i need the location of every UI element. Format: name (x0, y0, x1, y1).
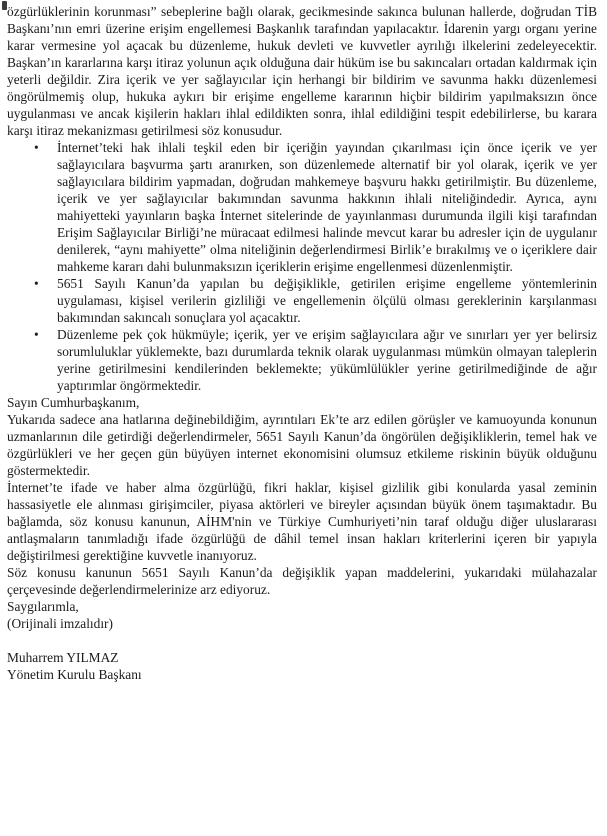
signatory-name: Muharrem YILMAZ (7, 650, 119, 665)
bullet-icon: • (34, 140, 39, 155)
bullet-text-1: İnternet’teki hak ihlali teşkil eden bir içeriğin yayından çıkarılması için önce içerik ve yer sağlayıcılara başvurma şartı aranırken, son düzenlemede alternatif bir yol olarak, içerik ve yer sağlayıcılara bildirim yapmadan, doğrudan mahkemeye başvuru hakkı getirilmiştir. Bu düzenleme, içerik ve yer sağlayıcılar bakımından savunma hakkının ihlali niteliğindedir. Ayrıca, aynı mahiyetteki yayınların başka İnternet sitelerinde de yayınlanması durumunda ilgili kişi tarafından Erişim Sağlayıcılar Birliği’ne müracaat edilmesi halinde mevcut karar bu adresler için de uygulanır denilerek, “aynı mahiyette” olma niteliğinin değerlendirmesi Birlik’e bırakılmış ve o içeriklere dair mahkeme kararı dahi bulunmaksızın içeriklerin erişime engellenmesi düzenlenmiştir. (57, 140, 597, 274)
bullet-icon: • (34, 327, 39, 342)
signature-note: (Orijinali imzalıdır) (7, 616, 113, 631)
letter-body (7, 3, 597, 683)
bullet-item-1 (7, 139, 597, 275)
bullet-text-3: Düzenleme pek çok hükmüyle; içerik, yer ve erişim sağlayıcılara ağır ve sınırları yer yer belirsiz sorumluluklar yüklemekte, bazı durumlarda teknik olarak uygulanması mümkün olmayan taleplerin yerine getirilmesini kendilerinden beklemekte; yükümlülükler yerine getirilmediğinde de ağır yaptırımlar öngörmektedir. (57, 327, 597, 393)
closing: Saygılarımla, (7, 599, 79, 614)
signature-block (7, 649, 597, 683)
body-paragraph-1: Yukarıda sadece ana hatlarına değinebildiğim, ayrıntıları Ek’te arz edilen görüşler ve kamuoyunda konunun uzmanlarının dile getirdiği değerlendirmeler, 5651 Sayılı Kanun’da öngörülen değişikliklerin, temel hak ve özgürlükleri ve her geçen gün büyüyen internet ekonomisini olumsuz etkileme riskinin büyük olduğunu göstermektedir. (7, 412, 597, 478)
salutation: Sayın Cumhurbaşkanım, (7, 395, 140, 410)
signatory-title: Yönetim Kurulu Başkanı (7, 667, 142, 682)
bullet-text-2: 5651 Sayılı Kanun’da yapılan bu değişiklikle, getirilen erişime engelleme yöntemlerinin uygulaması, kişisel verilerin gizliliği ve engellemenin ölçülü olması gereklerinin karşılanması bakımından sakıncalı sonuçlara yol açacaktır. (57, 276, 597, 325)
body-paragraph-2: İnternet’te ifade ve haber alma özgürlüğü, fikri haklar, kişisel gizlilik gibi konularda yasal zeminin hassasiyetle ele alınması girişimciler, piyasa aktörleri ve bireyler açısından büyük önem taşımaktadır. Bu bağlamda, söz konusu kanunun, AİHM'nin ve Türkiye Cumhuriyeti’nin taraf olduğu diğer uluslararası antlaşmaların tanımladığı ifade özgürlüğü de dâhil temel insan hakları kriterlerini içeren bir yapıyla değiştirilmesi gerektiğine kuvvetle inanıyoruz. (7, 480, 597, 563)
body-paragraph-3: Söz konusu kanunun 5651 Sayılı Kanun’da değişiklik yapan maddelerini, yukarıdaki mülahazalar çerçevesinde değerlendirmelerinize arz ediyoruz. (7, 565, 597, 597)
bullet-item-2 (7, 275, 597, 326)
bullet-item-3 (7, 326, 597, 394)
bullet-icon: • (34, 276, 39, 291)
bullet-continuation-paragraph: özgürlüklerinin korunması” sebeplerine bağlı olarak, gecikmesinde sakınca bulunan hallerde, doğrudan TİB Başkanı’nın emri üzerine erişim engellemesi Başkanlık tarafından yapılacaktır. İdarenin yargı organı yerine karar vermesine yol açacak bu düzenleme, hukuk devleti ve kuvvetler ayrılığı ilkelerini zedeleyecektir. Başkan’ın kararlarına karşı itiraz yolunun açık olduğuna dair hüküm ise bu sakıncaları ortadan kaldırmak için yeterli değildir. Zira içerik ve yer sağlayıcılar için herhangi bir bildirim ve savunma hakkı düzenlemesi öngörülmemiş olup, hukuka aykırı bir erişime engelleme kararının hiçbir bildirim yapılmaksızın önce uygulanması ve ancak kişilerin hakları ihlal edildikten sonra, ihlal edildiğini tespit edebilirlerse, bu karara karşı itiraz mekanizması getirilmesi söz konusudur. (7, 4, 597, 138)
